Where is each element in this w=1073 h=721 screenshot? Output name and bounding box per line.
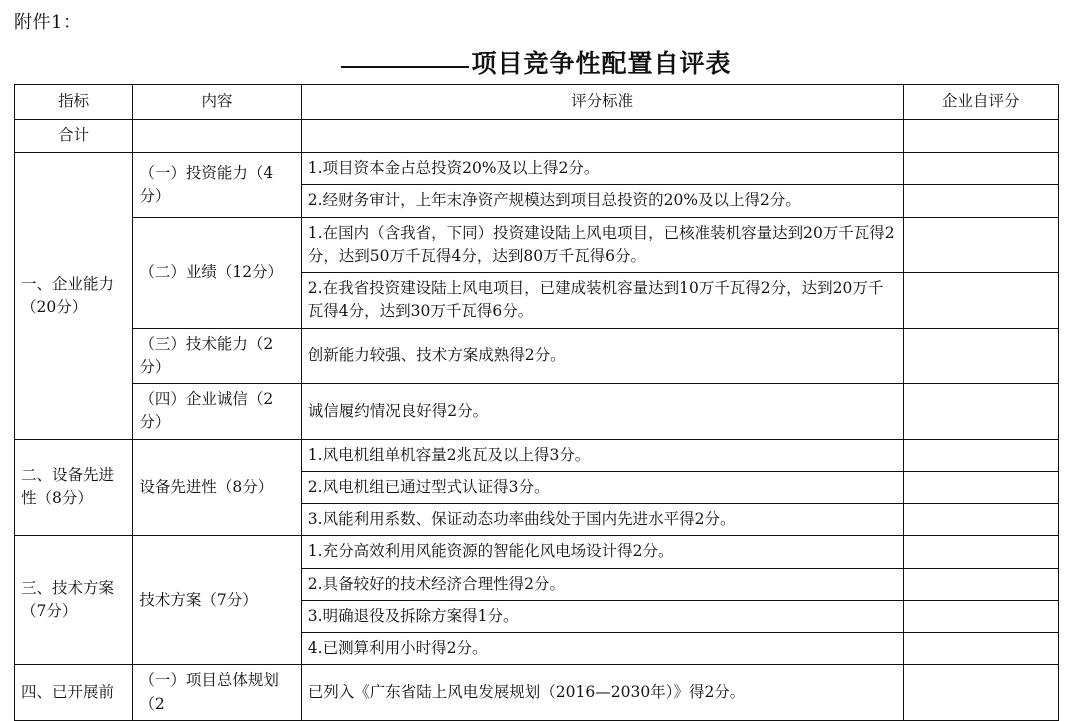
header-selfscore: 企业自评分 [903, 85, 1058, 120]
row-criteria: 2.风电机组已通过型式认证得3分。 [301, 471, 903, 503]
row-content-equipment-advancement: 设备先进性（8分） [133, 439, 301, 536]
row-content-technical-plan: 技术方案（7分） [133, 536, 301, 665]
row-score-input[interactable] [903, 504, 1058, 536]
row-total-content [133, 120, 301, 153]
row-content-overall-planning: （一）项目总体规划（2 [133, 665, 301, 721]
row-index-preliminary-work: 四、已开展前 [15, 665, 133, 721]
title-blank-line [341, 66, 469, 68]
row-total-label: 合计 [15, 120, 133, 153]
header-content: 内容 [133, 85, 301, 120]
table-row [15, 153, 1059, 185]
row-criteria: 2.经财务审计，上年末净资产规模达到项目总投资的20%及以上得2分。 [301, 185, 903, 217]
header-criteria: 评分标准 [301, 85, 903, 120]
table-row [15, 120, 1059, 153]
row-score-input[interactable] [903, 600, 1058, 632]
table-row [15, 536, 1059, 568]
row-score-input[interactable] [903, 471, 1058, 503]
row-score-input[interactable] [903, 665, 1058, 721]
row-criteria: 3.明确退役及拆除方案得1分。 [301, 600, 903, 632]
row-criteria: 2.具备较好的技术经济合理性得2分。 [301, 568, 903, 600]
row-score-input[interactable] [903, 536, 1058, 568]
row-score-input[interactable] [903, 384, 1058, 440]
row-content-enterprise-integrity: （四）企业诚信（2分） [133, 384, 301, 440]
row-score-input[interactable] [903, 217, 1058, 273]
row-criteria: 2.在我省投资建设陆上风电项目，已建成装机容量达到10万千瓦得2分，达到20万千瓦得4分，达到30万千瓦得6分。 [301, 273, 903, 329]
row-index-equipment-advancement: 二、设备先进性（8分） [15, 439, 133, 536]
row-criteria: 已列入《广东省陆上风电发展规划（2016—2030年）》得2分。 [301, 665, 903, 721]
self-evaluation-table [14, 84, 1059, 721]
row-score-input[interactable] [903, 328, 1058, 384]
row-index-enterprise-capability: 一、企业能力（20分） [15, 153, 133, 440]
table-row [15, 439, 1059, 471]
row-content-technical-capability: （三）技术能力（2分） [133, 328, 301, 384]
attachment-label: 附件1： [14, 12, 82, 33]
row-score-input[interactable] [903, 153, 1058, 185]
row-score-input[interactable] [903, 273, 1058, 329]
header-index: 指标 [15, 85, 133, 120]
row-total-criteria [301, 120, 903, 153]
row-criteria: 3.风能利用系数、保证动态功率曲线处于国内先进水平得2分。 [301, 504, 903, 536]
table-row [15, 665, 1059, 721]
page-title-text: 项目竞争性配置自评表 [471, 49, 732, 78]
row-content-performance: （二）业绩（12分） [133, 217, 301, 328]
row-index-technical-plan: 三、技术方案（7分） [15, 536, 133, 665]
row-content-investment-capability: （一）投资能力（4分） [133, 153, 301, 218]
row-criteria: 创新能力较强、技术方案成熟得2分。 [301, 328, 903, 384]
table-header-row [15, 85, 1059, 120]
row-criteria: 4.已测算利用小时得2分。 [301, 633, 903, 665]
row-criteria: 1.项目资本金占总投资20%及以上得2分。 [301, 153, 903, 185]
row-total-score[interactable] [903, 120, 1058, 153]
row-criteria: 1.在国内（含我省，下同）投资建设陆上风电项目，已核准装机容量达到20万千瓦得2分，达到50万千瓦得4分，达到80万千瓦得6分。 [301, 217, 903, 273]
row-criteria: 诚信履约情况良好得2分。 [301, 384, 903, 440]
row-score-input[interactable] [903, 185, 1058, 217]
page-title [0, 44, 1073, 80]
row-score-input[interactable] [903, 633, 1058, 665]
table-row [15, 328, 1059, 384]
row-score-input[interactable] [903, 568, 1058, 600]
row-criteria: 1.充分高效利用风能资源的智能化风电场设计得2分。 [301, 536, 903, 568]
table-row [15, 384, 1059, 440]
table-row [15, 217, 1059, 273]
row-score-input[interactable] [903, 439, 1058, 471]
row-criteria: 1.风电机组单机容量2兆瓦及以上得3分。 [301, 439, 903, 471]
